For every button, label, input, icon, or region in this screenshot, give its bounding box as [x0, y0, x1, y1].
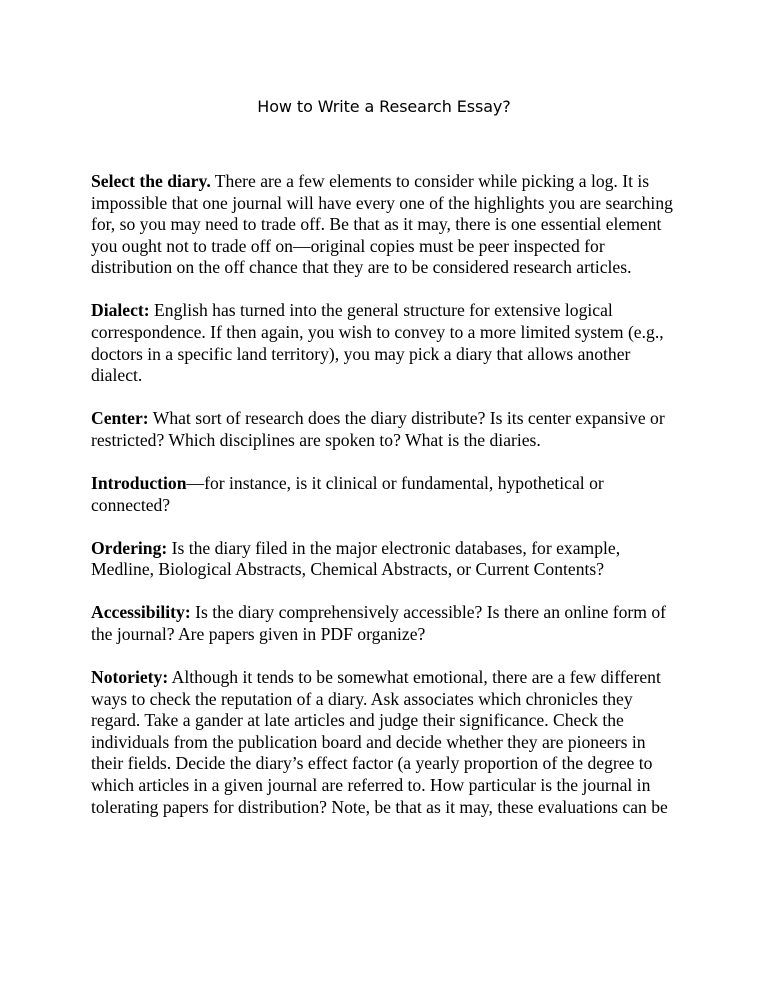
document-body	[91, 171, 681, 840]
paragraph-notoriety	[91, 667, 681, 818]
paragraph-dialect	[91, 300, 681, 386]
paragraph-heading: Notoriety:	[91, 667, 169, 688]
paragraph-heading: Select the diary.	[91, 171, 211, 191]
paragraph-text: Is the diary filed in the major electronic databases, for example, Medline, Biological Abstracts, Chemical Abstracts, or Current Contents?	[91, 537, 621, 580]
paragraph-text: Although it tends to be somewhat emotional, there are a few different ways to check the reputation of a diary. Ask associates which chronicles they regard. Take a gander at late articles and judge their significance. Check the individuals from the publication board and decide whether they are pioneers in their fields. Decide the diary’s effect factor (a yearly proportion of the degree to which articles in a given journal are referred to. How particular is the journal in tolerating papers for distribution? Note, be that as it may, these evaluations can be	[91, 667, 668, 817]
paragraph-heading: Center:	[91, 408, 149, 429]
paragraph-heading: Dialect:	[91, 300, 150, 321]
paragraph-text: What sort of research does the diary distribute? Is its center expansive or restricted? Which disciplines are spoken to? What is the diaries.	[91, 408, 665, 450]
paragraph-text: English has turned into the general structure for extensive logical correspondence. If then again, you wish to convey to a more limited system (e.g., doctors in a specific land territory), you may pick a diary that allows another dialect.	[91, 300, 664, 386]
paragraph-center	[91, 408, 681, 451]
paragraph-text: Is the diary comprehensively accessible? Is there an online form of the journal? Are papers given in PDF organize?	[91, 602, 667, 644]
paragraph-heading: Introduction	[91, 473, 187, 494]
paragraph-accessibility	[91, 602, 681, 645]
paragraph-introduction	[91, 473, 681, 516]
paragraph-ordering	[91, 538, 681, 581]
paragraph-select-diary	[91, 171, 681, 279]
page-title: How to Write a Research Essay?	[257, 97, 511, 116]
paragraph-text: There are a few elements to consider while picking a log. It is impossible that one journal will have every one of the highlights you are searching for, so you may need to trade off. Be that as it may, there is one essential element you ought not to trade off on—original copies must be peer inspected for distribution on the off chance that they are to be considered research articles.	[91, 171, 673, 278]
paragraph-text: —for instance, is it clinical or fundamental, hypothetical or connected?	[91, 473, 604, 515]
paragraph-heading: Ordering:	[91, 537, 168, 558]
paragraph-heading: Accessibility:	[91, 602, 191, 623]
